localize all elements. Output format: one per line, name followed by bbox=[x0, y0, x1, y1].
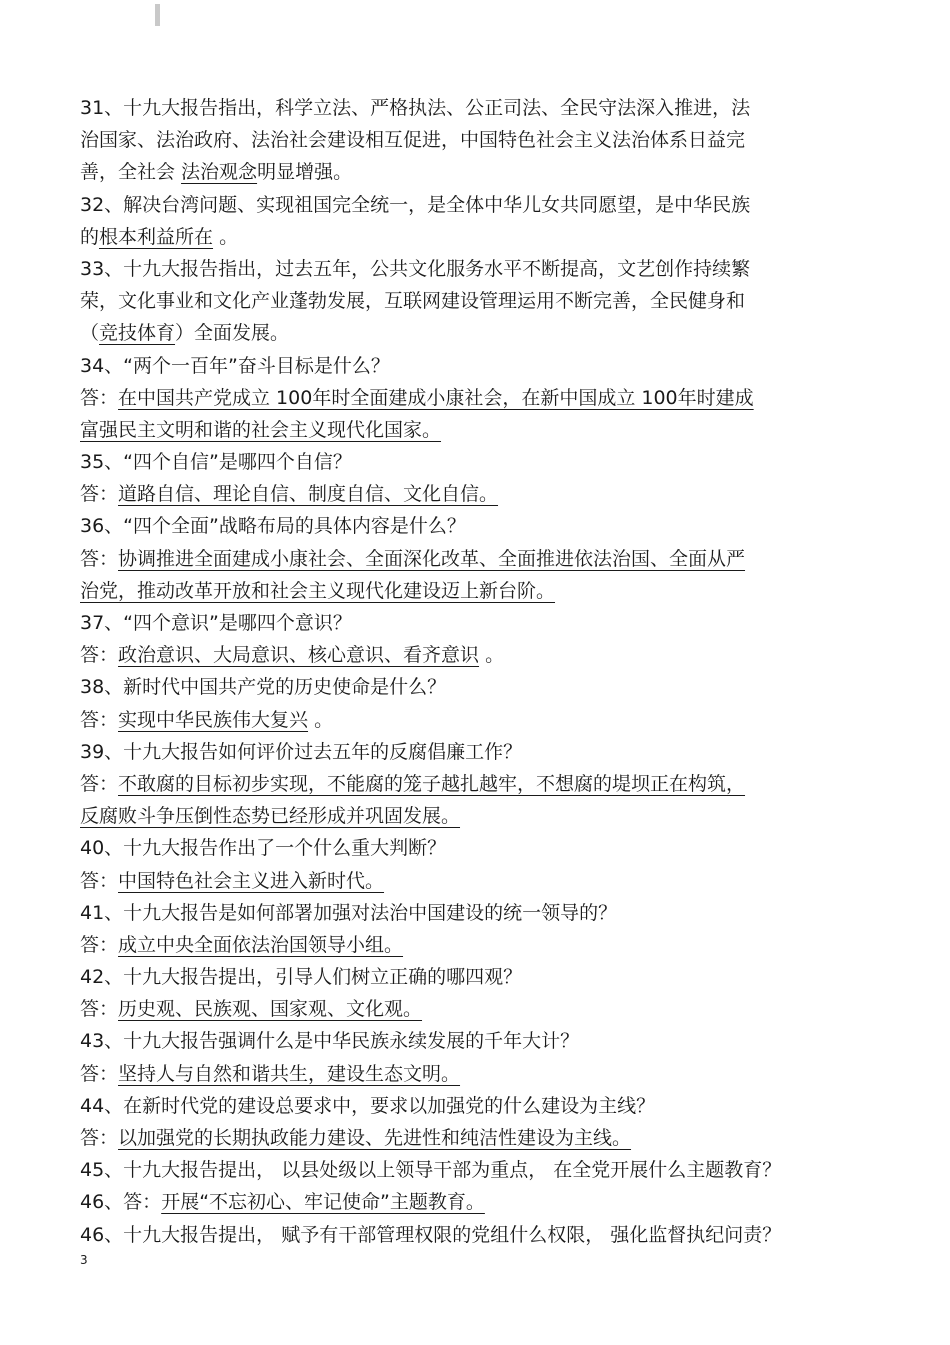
line-text: 39、十九大报告如何评价过去五年的反腐倡廉工作？ bbox=[80, 740, 523, 763]
text-line bbox=[80, 1219, 870, 1251]
text-line bbox=[80, 1154, 870, 1186]
answer-text: 不敢腐的目标初步实现，不能腐的笼子越扎越牢，不想腐的堤坝正在构筑， bbox=[118, 772, 746, 795]
line-text: 荣，文化事业和文化产业蓬勃发展，互联网建设管理运用不断完善，全民健身和 bbox=[80, 290, 746, 313]
answer-text: 道路自信、理论自信、制度自信、文化自信。 bbox=[118, 483, 499, 506]
line-text: 36、“四个全面”战略布局的具体内容是什么？ bbox=[80, 515, 466, 538]
answer-text: 在中国共产党成立 100年时全面建成小康社会，在新中国成立 100年时建成 bbox=[118, 386, 754, 409]
text-line bbox=[80, 446, 870, 478]
text-line bbox=[80, 382, 870, 414]
line-text: 43、十九大报告强调什么是中华民族永续发展的千年大计？ bbox=[80, 1030, 580, 1053]
answer-text: 竞技体育 bbox=[99, 322, 176, 345]
line-text: 答： bbox=[80, 644, 119, 667]
line-text: 41、十九大报告是如何部署加强对法治中国建设的统一领导的？ bbox=[80, 901, 618, 924]
line-text: 37、“四个意识”是哪四个意识？ bbox=[80, 612, 352, 634]
text-line bbox=[80, 832, 870, 864]
line-text: （ bbox=[80, 322, 100, 345]
scan-mark bbox=[155, 4, 160, 26]
line-text: 答： bbox=[80, 869, 119, 892]
line-text: 答： bbox=[80, 998, 119, 1021]
text-line bbox=[80, 543, 870, 575]
text-line bbox=[80, 768, 870, 800]
text-line bbox=[80, 1186, 870, 1218]
line-text: 。 bbox=[213, 225, 239, 248]
page-number: 3 bbox=[80, 1253, 88, 1267]
text-line bbox=[80, 317, 870, 349]
text-line bbox=[80, 1025, 870, 1057]
text-line bbox=[80, 156, 870, 188]
answer-text: 富强民主文明和谐的社会主义现代化国家。 bbox=[80, 418, 442, 441]
answer-text: 坚持人与自然和谐共生，建设生态文明。 bbox=[118, 1062, 461, 1085]
text-line bbox=[80, 221, 870, 253]
line-text: 38、新时代中国共产党的历史使命是什么？ bbox=[80, 676, 447, 699]
line-text: 45、十九大报告提出， 以县处级以上领导干部为重点， 在全党开展什么主题教育？ bbox=[80, 1159, 782, 1182]
text-line bbox=[80, 92, 870, 124]
line-text: 46、答： bbox=[80, 1191, 162, 1214]
text-line bbox=[80, 736, 870, 768]
text-line bbox=[80, 124, 870, 156]
line-text: 治国家、法治政府、法治社会建设相互促进，中国特色社会主义法治体系日益完 bbox=[80, 129, 746, 152]
text-line bbox=[80, 575, 870, 607]
answer-text: 实现中华民族伟大复兴 bbox=[118, 708, 309, 731]
answer-text: 以加强党的长期执政能力建设、先进性和纯洁性建设为主线。 bbox=[118, 1127, 632, 1149]
answer-text: 政治意识、大局意识、核心意识、看齐意识 bbox=[118, 644, 480, 667]
line-text: 44、在新时代党的建设总要求中，要求以加强党的什么建设为主线？ bbox=[80, 1094, 656, 1117]
document-body bbox=[80, 92, 870, 1251]
text-line bbox=[80, 1090, 870, 1122]
text-line bbox=[80, 189, 870, 221]
line-text: 答： bbox=[80, 547, 119, 570]
answer-text: 成立中央全面依法治国领导小组。 bbox=[118, 933, 404, 956]
line-text: 40、十九大报告作出了一个什么重大判断？ bbox=[80, 837, 447, 860]
line-text: 答： bbox=[80, 772, 119, 795]
line-text: 34、“两个一百年”奋斗目标是什么？ bbox=[80, 354, 390, 377]
line-text: 答： bbox=[80, 708, 119, 731]
text-line bbox=[80, 350, 870, 382]
line-text: 35、“四个自信”是哪四个自信？ bbox=[80, 451, 352, 474]
text-line bbox=[80, 639, 870, 671]
answer-text: 中国特色社会主义进入新时代。 bbox=[118, 869, 385, 892]
text-line bbox=[80, 671, 870, 703]
text-line bbox=[80, 285, 870, 317]
answer-text: 历史观、民族观、国家观、文化观。 bbox=[118, 998, 423, 1021]
line-text: 善，全社会 bbox=[80, 161, 182, 184]
line-text: 答： bbox=[80, 386, 119, 409]
answer-text: 法治观念 bbox=[181, 161, 258, 184]
line-text: 46、十九大报告提出， 赋予有干部管理权限的党组什么权限， 强化监督执纪问责？ bbox=[80, 1223, 782, 1246]
line-text: ）全面发展。 bbox=[175, 322, 290, 345]
text-line bbox=[80, 478, 870, 510]
line-text: 的 bbox=[80, 225, 100, 248]
text-line bbox=[80, 961, 870, 993]
line-text: 42、十九大报告提出，引导人们树立正确的哪四观？ bbox=[80, 966, 523, 989]
line-text: 答： bbox=[80, 1127, 119, 1149]
line-text: 明显增强。 bbox=[257, 161, 353, 184]
text-line bbox=[80, 1122, 870, 1154]
line-text: 答： bbox=[80, 933, 119, 956]
line-text: 。 bbox=[308, 708, 334, 731]
text-line bbox=[80, 414, 870, 446]
line-text: 答： bbox=[80, 483, 119, 506]
text-line bbox=[80, 607, 870, 639]
text-line bbox=[80, 897, 870, 929]
text-line bbox=[80, 800, 870, 832]
text-line bbox=[80, 253, 870, 285]
text-line bbox=[80, 993, 870, 1025]
answer-text: 治党，推动改革开放和社会主义现代化建设迈上新台阶。 bbox=[80, 579, 556, 602]
line-text: 。 bbox=[479, 644, 505, 667]
text-line bbox=[80, 704, 870, 736]
answer-text: 反腐败斗争压倒性态势已经形成并巩固发展。 bbox=[80, 805, 461, 828]
line-text: 31、十九大报告指出，科学立法、严格执法、公正司法、全民守法深入推进，法 bbox=[80, 97, 751, 119]
answer-text: 开展“不忘初心、牢记使命”主题教育。 bbox=[161, 1191, 485, 1214]
text-line bbox=[80, 929, 870, 961]
text-line bbox=[80, 865, 870, 897]
text-line bbox=[80, 510, 870, 542]
line-text: 33、十九大报告指出，过去五年，公共文化服务水平不断提高，文艺创作持续繁 bbox=[80, 257, 751, 280]
answer-text: 协调推进全面建成小康社会、全面深化改革、全面推进依法治国、全面从严 bbox=[118, 547, 746, 570]
text-line bbox=[80, 1058, 870, 1090]
line-text: 答： bbox=[80, 1062, 119, 1085]
answer-text: 根本利益所在 bbox=[99, 225, 214, 248]
line-text: 32、解决台湾问题、实现祖国完全统一，是全体中华儿女共同愿望，是中华民族 bbox=[80, 193, 751, 216]
